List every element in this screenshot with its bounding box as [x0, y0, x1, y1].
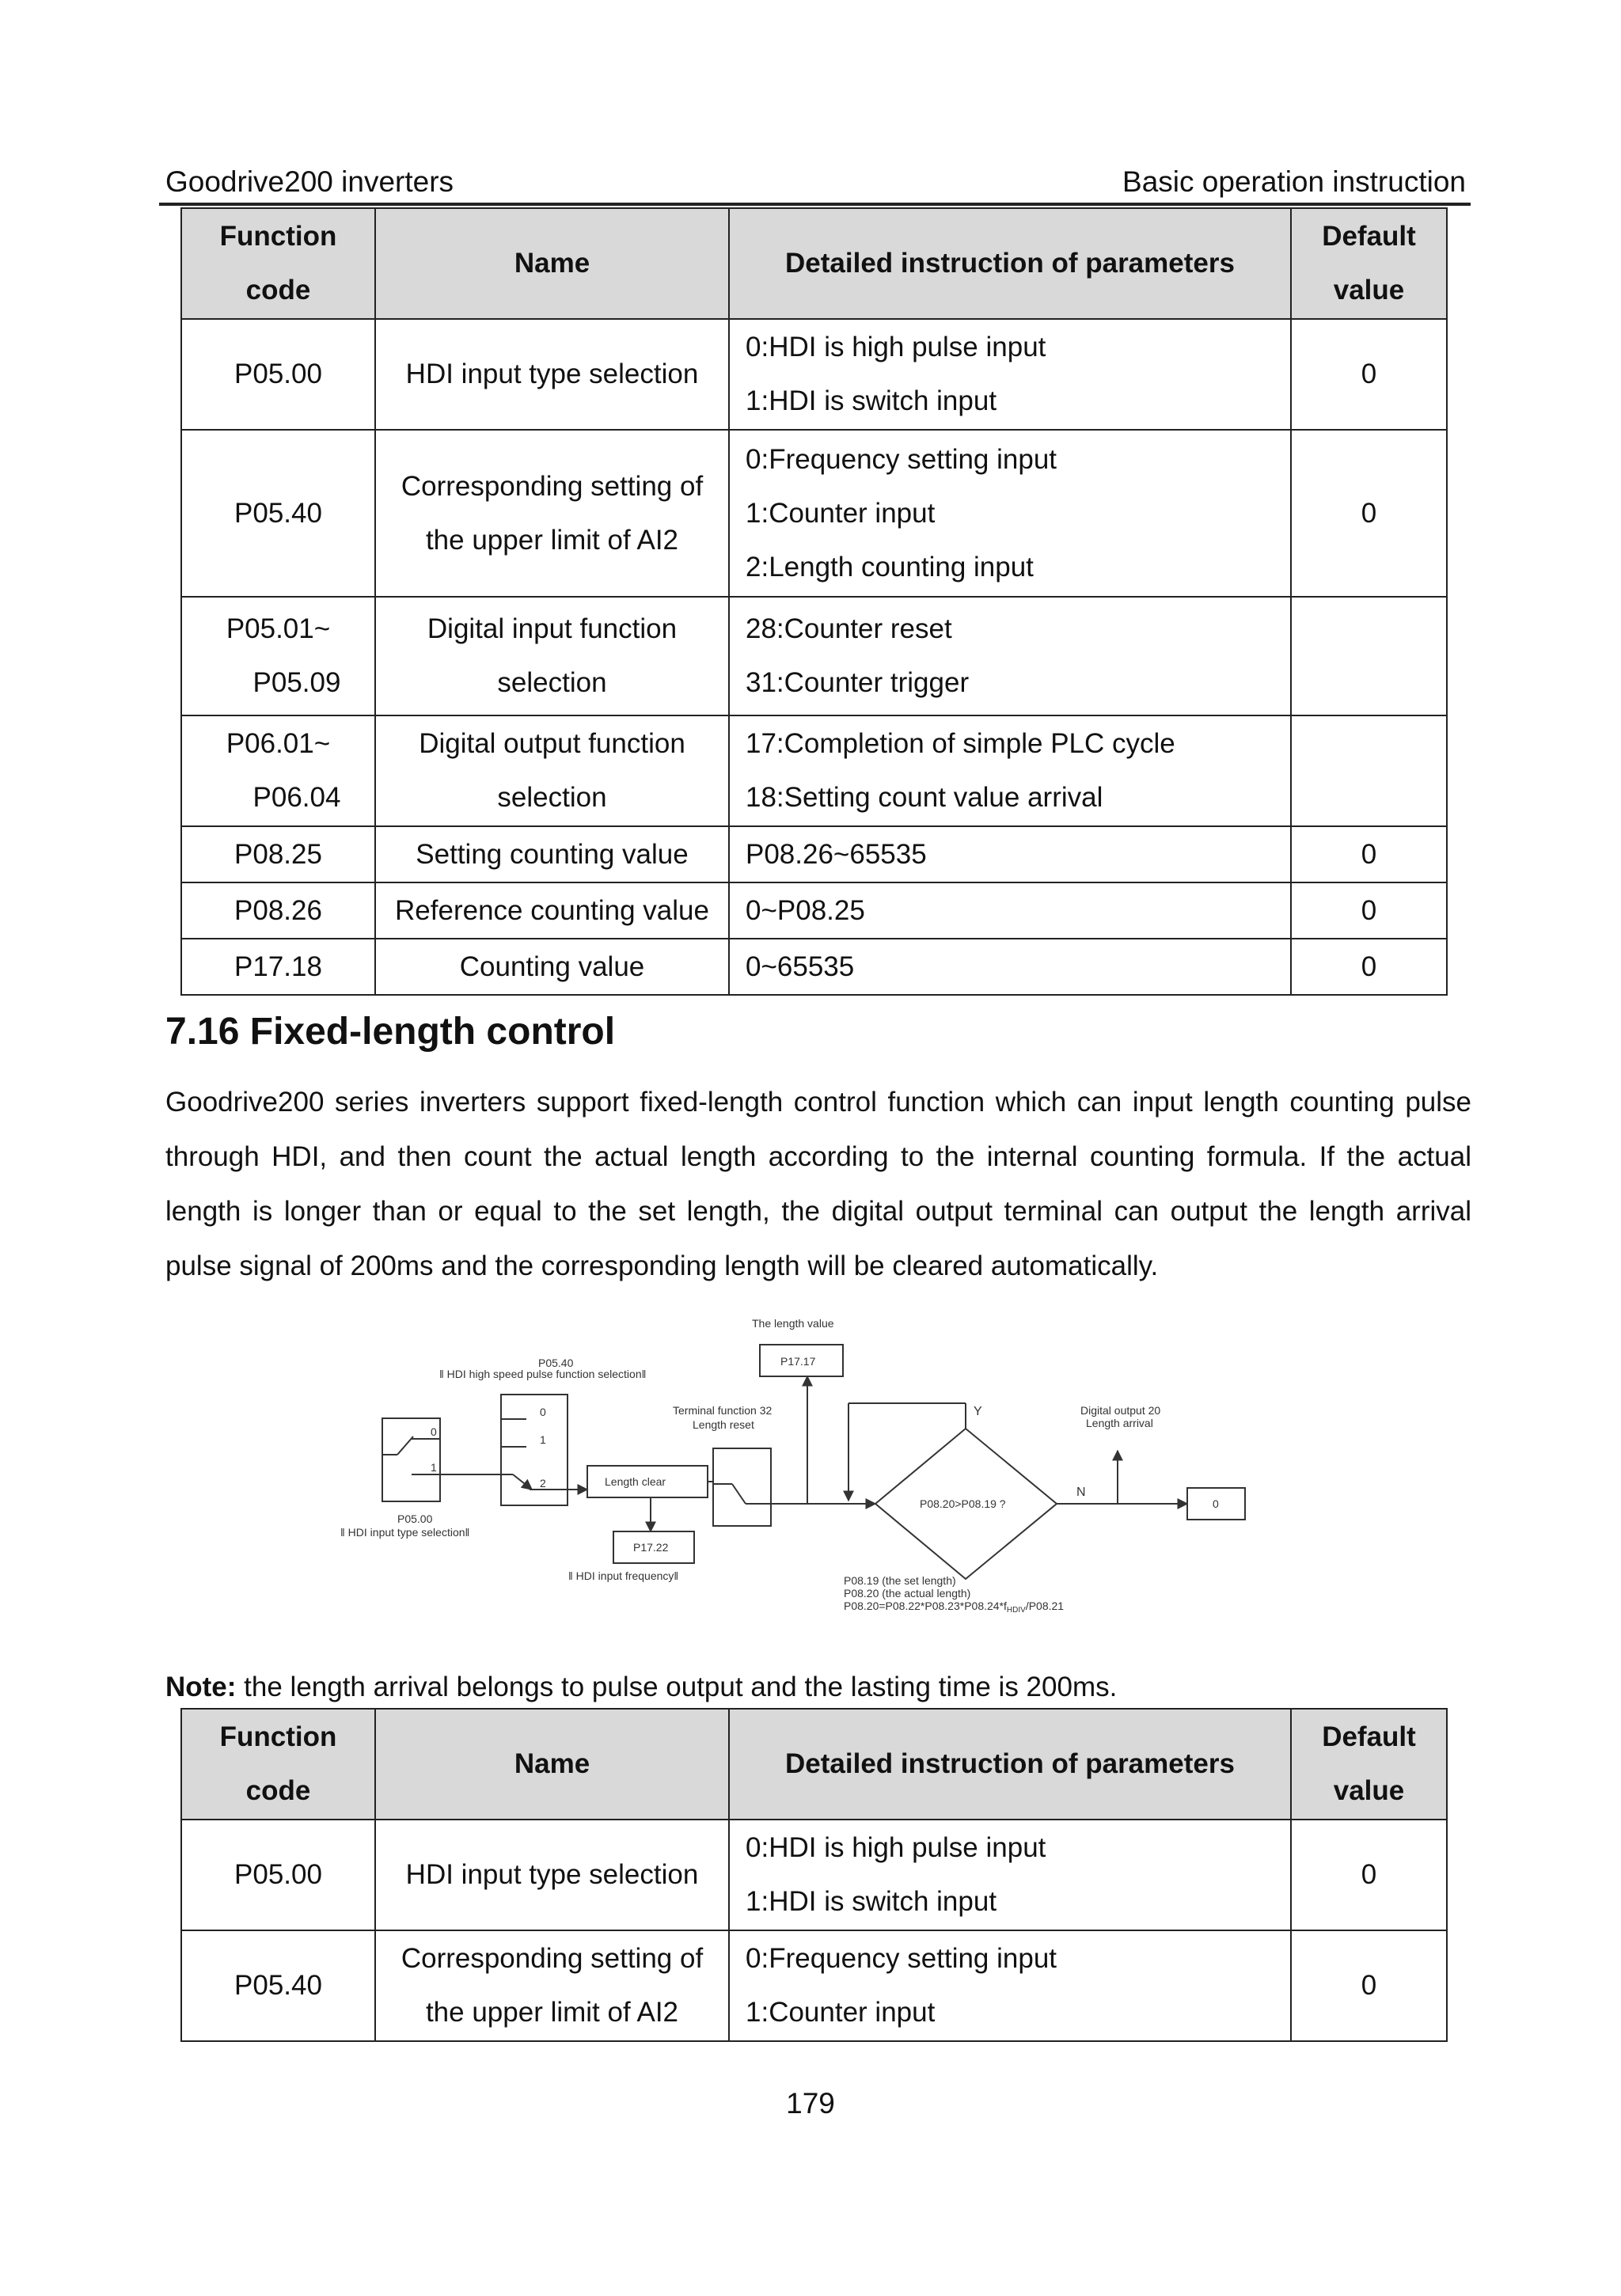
parameter-table-1 — [180, 207, 1448, 996]
table-header-row — [181, 1709, 1447, 1820]
formula-equation: $P08.20=P08.22*P08.23*P08.24*f_{HDIV}/P08.21$ — [844, 1600, 1065, 1615]
switch2-option-2: 2 — [540, 1477, 546, 1490]
header-function-code: Function code — [181, 1709, 375, 1820]
cell-detail: P08.26~65535 — [729, 826, 1291, 882]
cell-code: P08.26 — [181, 882, 375, 939]
header-detail: Detailed instruction of parameters — [729, 208, 1291, 319]
cell-detail: 0:Frequency setting input 1:Counter input — [729, 1930, 1291, 2041]
cell-name: Digital input function selection — [375, 597, 729, 715]
cell-detail: 0:HDI is high pulse input 1:HDI is switch input — [729, 1820, 1291, 1930]
formula-set-length: P08.19 (the set length) — [844, 1574, 956, 1587]
fixed-length-control-diagram — [332, 1306, 1298, 1630]
note-text: the length arrival belongs to pulse output and the lasting time is 200ms. — [236, 1672, 1118, 1702]
parameter-table-2 — [180, 1708, 1448, 2042]
switch1-option-0: 0 — [431, 1425, 437, 1438]
condition-label: P08.20>P08.19 ? — [920, 1497, 1006, 1510]
header-function-code: Function code — [181, 208, 375, 319]
p0500-label: P05.00 — [397, 1512, 433, 1525]
cell-detail: 17:Completion of simple PLC cycle 18:Setting count value arrival — [729, 715, 1291, 826]
p0540-description: ‖ HDI high speed pulse function selection‖ — [439, 1368, 647, 1380]
cell-default — [1291, 597, 1447, 715]
cell-code: P05.00 — [181, 319, 375, 430]
table-row — [181, 319, 1447, 430]
header-default-value: Default value — [1291, 1709, 1447, 1820]
no-label: N — [1076, 1486, 1086, 1499]
switch1-option-1: 1 — [431, 1461, 437, 1474]
output-value: 0 — [1213, 1497, 1219, 1510]
length-reset-box — [713, 1448, 771, 1526]
table-row — [181, 882, 1447, 939]
formula-actual-length: P08.20 (the actual length) — [844, 1587, 971, 1600]
cell-name: Reference counting value — [375, 882, 729, 939]
cell-name: Setting counting value — [375, 826, 729, 882]
cell-default: 0 — [1291, 882, 1447, 939]
cell-detail: 28:Counter reset 31:Counter trigger — [729, 597, 1291, 715]
table-row — [181, 430, 1447, 597]
cell-default: 0 — [1291, 430, 1447, 597]
cell-code: P05.01~ P05.09 — [181, 597, 375, 715]
cell-default: 0 — [1291, 939, 1447, 995]
table-row — [181, 939, 1447, 995]
table-row — [181, 597, 1447, 715]
length-reset-label: Length reset — [693, 1418, 754, 1431]
p0540-label: P05.40 — [538, 1357, 574, 1369]
header-name: Name — [375, 208, 729, 319]
section-title: 7.16 Fixed-length control — [165, 1011, 616, 1053]
cell-code: P17.18 — [181, 939, 375, 995]
cell-detail: 0:HDI is high pulse input 1:HDI is switch input — [729, 319, 1291, 430]
cell-default: 0 — [1291, 1930, 1447, 2041]
cell-detail: 0~65535 — [729, 939, 1291, 995]
table-row — [181, 715, 1447, 826]
switch2-option-1: 1 — [540, 1433, 546, 1446]
body-paragraph: Goodrive200 series inverters support fixed-length control function which can input length counting pulse through HDI, and then count the actual length according to the internal counting formula. If the actual length is longer than or equal to the set length, the digital output terminal can output the length arrival pulse signal of 200ms and the corresponding length will be cleared automatically. — [165, 1087, 1471, 1281]
length-arrival-label: Length arrival — [1086, 1417, 1153, 1429]
header-default-value: Default value — [1291, 208, 1447, 319]
length-clear-label: Length clear — [605, 1475, 666, 1488]
cell-default: 0 — [1291, 319, 1447, 430]
p1717-label: P17.17 — [780, 1355, 816, 1368]
digital-output-label: Digital output 20 — [1080, 1404, 1161, 1417]
cell-code: P05.40 — [181, 1930, 375, 2041]
cell-name: HDI input type selection — [375, 319, 729, 430]
cell-detail: 0:Frequency setting input 1:Counter input 2:Length counting input — [729, 430, 1291, 597]
cell-code: P05.00 — [181, 1820, 375, 1930]
cell-name: Corresponding setting of the upper limit of AI2 — [375, 1930, 729, 2041]
switch2-option-0: 0 — [540, 1406, 546, 1418]
note-label: Note: — [165, 1672, 237, 1702]
table-header-row — [181, 208, 1447, 319]
cell-name: Corresponding setting of the upper limit of AI2 — [375, 430, 729, 597]
header-name: Name — [375, 1709, 729, 1820]
p0500-description: ‖ HDI input type selection‖ — [340, 1526, 470, 1539]
length-value-label: The length value — [752, 1317, 834, 1330]
header-rule — [159, 203, 1471, 206]
cell-code: P08.25 — [181, 826, 375, 882]
cell-code: P05.40 — [181, 430, 375, 597]
note — [165, 1660, 1117, 1714]
p1722-description: ‖ HDI input frequency‖ — [568, 1569, 679, 1582]
running-header-left: Goodrive200 inverters — [165, 165, 454, 198]
table-row — [181, 1820, 1447, 1930]
cell-default: 0 — [1291, 826, 1447, 882]
cell-name: HDI input type selection — [375, 1820, 729, 1930]
terminal-function-label: Terminal function 32 — [673, 1404, 773, 1417]
cell-name: Digital output function selection — [375, 715, 729, 826]
cell-default — [1291, 715, 1447, 826]
table-row — [181, 1930, 1447, 2041]
running-header-right: Basic operation instruction — [1122, 165, 1466, 198]
cell-name: Counting value — [375, 939, 729, 995]
p1722-label: P17.22 — [633, 1541, 669, 1554]
table-row — [181, 826, 1447, 882]
cell-detail: 0~P08.25 — [729, 882, 1291, 939]
cell-code: P06.01~ P06.04 — [181, 715, 375, 826]
header-detail: Detailed instruction of parameters — [729, 1709, 1291, 1820]
cell-default: 0 — [1291, 1820, 1447, 1930]
page-number: 179 — [786, 2087, 835, 2120]
yes-label: Y — [974, 1405, 982, 1418]
